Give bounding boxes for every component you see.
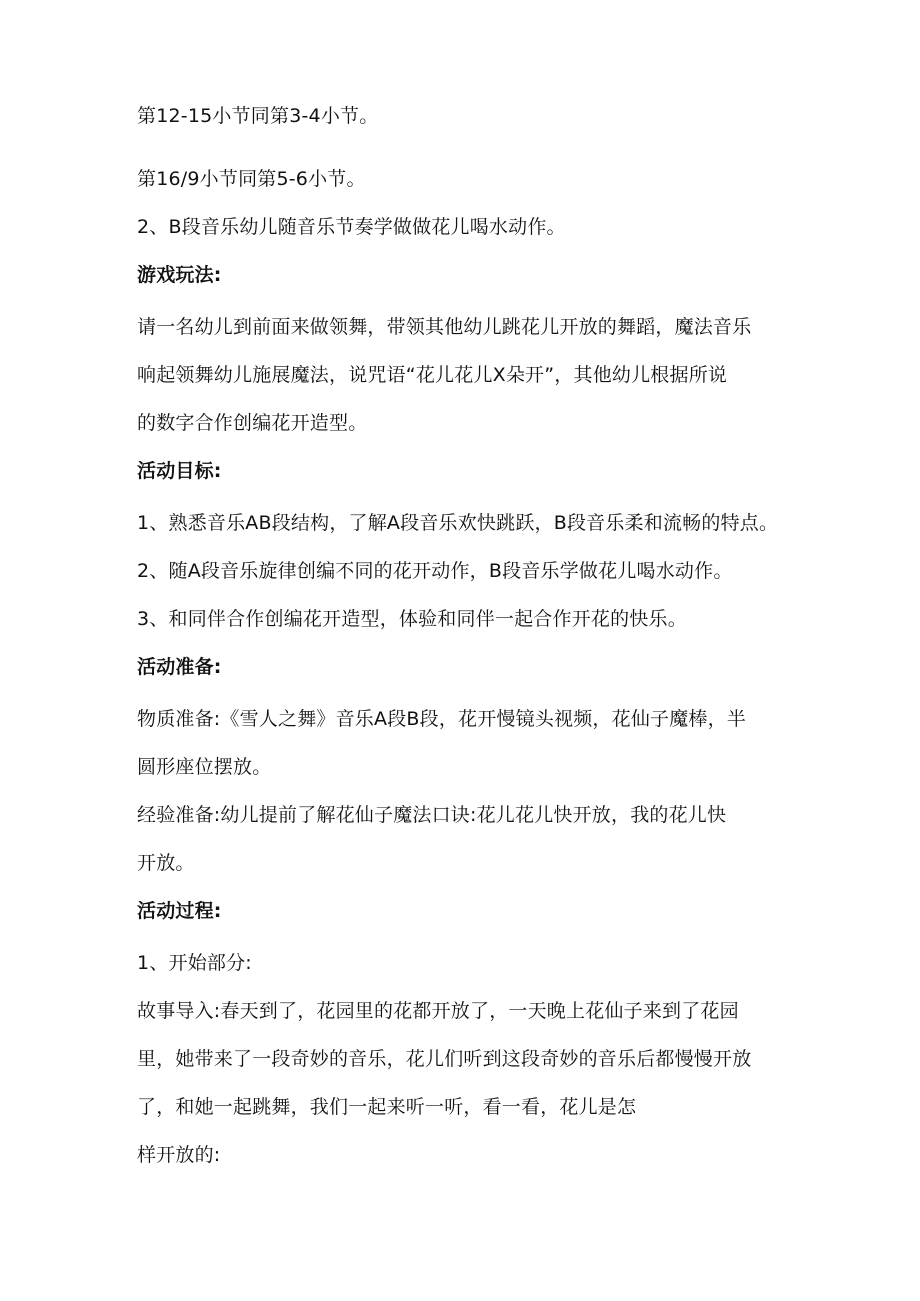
text-line: 经验准备:幼儿提前了解花仙子魔法口诀:花儿花儿快开放，我的花儿快 bbox=[137, 804, 727, 826]
text-line: 响起领舞幼儿施展魔法，说咒语“花儿花儿X朵开”，其他幼儿根据所说 bbox=[137, 364, 728, 386]
text-line: 1、开始部分: bbox=[137, 952, 252, 974]
text-line: 样开放的: bbox=[137, 1144, 221, 1166]
text-line: 故事导入:春天到了，花园里的花都开放了，一天晚上花仙子来到了花园 bbox=[137, 1000, 739, 1022]
text-line: 2、随A段音乐旋律创编不同的花开动作，B段音乐学做花儿喝水动作。 bbox=[137, 560, 733, 582]
section-heading: 活动目标: bbox=[137, 460, 222, 482]
text-line: 了，和她一起跳舞，我们一起来听一听，看一看，花儿是怎 bbox=[137, 1096, 637, 1118]
text-line: 请一名幼儿到前面来做领舞，带领其他幼儿跳花儿开放的舞蹈，魔法音乐 bbox=[137, 316, 752, 338]
text-line: 的数字合作创编花开造型。 bbox=[137, 412, 368, 434]
text-line: 里，她带来了一段奇妙的音乐，花儿们听到这段奇妙的音乐后都慢慢开放 bbox=[137, 1048, 752, 1070]
section-heading: 活动过程: bbox=[137, 900, 222, 922]
text-line: 3、和同伴合作创编花开造型，体验和同伴一起合作开花的快乐。 bbox=[137, 608, 687, 630]
text-line: 物质准备:《雪人之舞》音乐A段B段，花开慢镜头视频，花仙子魔棒，半 bbox=[137, 708, 747, 730]
text-line: 第12-15小节同第3-4小节。 bbox=[137, 105, 379, 127]
text-line: 圆形座位摆放。 bbox=[137, 756, 272, 778]
text-line: 第16/9小节同第5-6小节。 bbox=[137, 168, 366, 190]
section-heading: 活动准备: bbox=[137, 656, 222, 678]
text-line: 2、B段音乐幼儿随音乐节奏学做做花儿喝水动作。 bbox=[137, 216, 566, 238]
text-line: 1、熟悉音乐AB段结构，了解A段音乐欢快跳跃，B段音乐柔和流畅的特点。 bbox=[137, 512, 779, 534]
text-line: 开放。 bbox=[137, 852, 195, 874]
section-heading: 游戏玩法: bbox=[137, 264, 222, 286]
